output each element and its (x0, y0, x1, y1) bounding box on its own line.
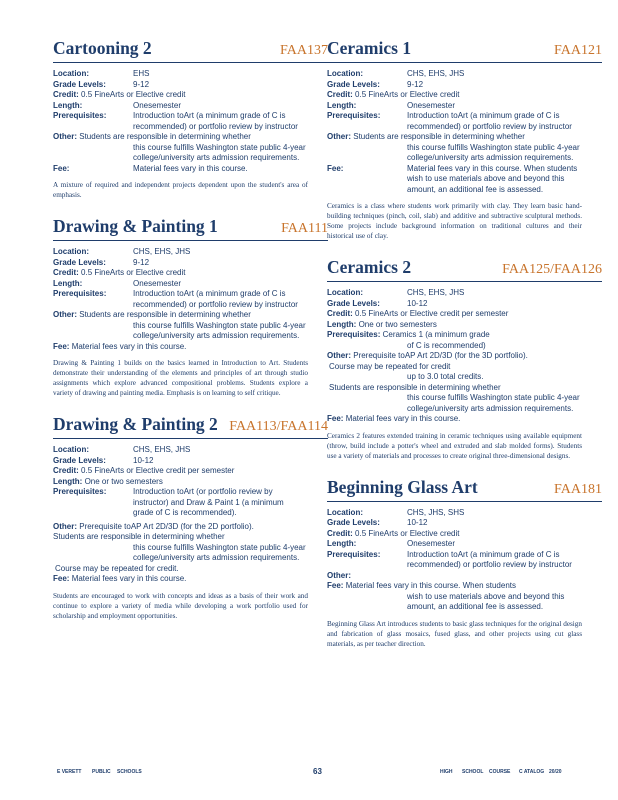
fee-value: Material fees vary in this course. When students (407, 163, 578, 173)
prereq-value: Introduction toArt (a minimum grade of C is (407, 549, 560, 559)
course-title: Ceramics 2 (327, 257, 412, 277)
divider (327, 281, 602, 282)
other-value-cont: college/university arts admission requirements. (407, 403, 574, 413)
length-value: One or two semesters (84, 476, 163, 486)
course-description: Ceramics 2 features extended training in ceramic techniques using available equipment (throw, build include a potter's wheel and extruded and slab molded forms). Students use a variety of materials and processes to create original three-dimensional designs. (327, 431, 582, 460)
grades-label: Grade Levels: (327, 79, 380, 89)
other-value-cont: Course may be repeated for credit. (55, 563, 179, 573)
grades-label: Grade Levels: (327, 298, 380, 308)
other-value-cont: this course fulfills Washington state public 4-year (133, 542, 306, 552)
course-ceramics-2 (327, 257, 602, 461)
other-value-cont: college/university arts admission requirements. (407, 153, 574, 162)
prereq-value-cont: recommended) or portfolio review by instructor (133, 299, 298, 309)
course-description: Ceramics is a class where students work primarily with clay. They learn basic hand-building techniques (pinch, coil, slab) and additive and subtractive sculptural methods. Some projects include background information on traditional cultures and their historical use of clay. (327, 202, 582, 240)
other-value-cont: college/university arts admission requirements. (133, 331, 300, 340)
other-label: Other: (327, 132, 351, 141)
fee-value-cont: amount, an additional fee is assessed. (407, 602, 544, 611)
right-column (327, 38, 602, 665)
fee-label: Fee: (327, 414, 344, 423)
other-value-cont: Students are responsible in determining whether (329, 382, 501, 392)
course-code: FAA137 (280, 43, 328, 58)
prereq-value-cont: recommended) or portfolio review by instructor (407, 560, 572, 569)
location-value: CHS, EHS, JHS (133, 445, 191, 454)
length-value: Onesemester (407, 539, 456, 548)
credit-value: 0.5 FineArts or Elective credit (81, 268, 186, 277)
course-code: FAA113/FAA114 (229, 419, 328, 434)
location-value: CHS, EHS, JHS (407, 288, 465, 297)
prereq-label: Prerequisites: (53, 487, 107, 496)
other-value: Students are responsible in determining whether (79, 310, 251, 319)
course-beginning-glass-art (327, 477, 602, 649)
course-header (327, 38, 602, 59)
credit-label: Credit: (53, 90, 79, 99)
credit-label: Credit: (327, 309, 353, 318)
other-value: Prerequisite toAP Art 2D/3D (for the 2D portfolio). (79, 521, 254, 531)
credit-label: Credit: (53, 466, 79, 475)
course-title: Cartooning 2 (53, 38, 152, 58)
prereq-value-cont: recommended) or portfolio review by instructor (133, 121, 298, 131)
fee-value: Material fees vary in this course. When students (345, 581, 516, 590)
course-header (327, 477, 602, 498)
course-drawing-painting-2 (53, 414, 328, 621)
other-label: Other: (327, 351, 351, 360)
credit-value: 0.5 FineArts or Elective credit per semester (81, 466, 235, 475)
course-code: FAA125/FAA126 (502, 262, 602, 277)
prereq-label: Prerequisites: (327, 549, 381, 559)
location-label: Location: (327, 69, 363, 78)
length-label: Length: (327, 539, 357, 548)
location-value: EHS (133, 69, 150, 78)
course-code: FAA111 (281, 221, 328, 236)
prereq-value-cont: recommended) or portfolio review by instructor (407, 121, 572, 131)
other-value-cont: this course fulfills Washington state public 4-year (407, 142, 580, 152)
prereq-value: Introduction toArt (or portfolio review by (133, 487, 273, 496)
credit-label: Credit: (327, 90, 353, 99)
credit-label: Credit: (53, 268, 79, 277)
grades-label: Grade Levels: (327, 518, 380, 527)
course-header (327, 257, 602, 278)
prereq-label: Prerequisites: (327, 330, 381, 339)
other-value-cont: this course fulfills Washington state public 4-year (133, 320, 306, 330)
other-value-cont: Course may be repeated for credit (329, 361, 451, 371)
other-value: Students are responsible in determining whether (353, 132, 525, 141)
course-code: FAA181 (554, 481, 602, 497)
location-label: Location: (327, 507, 363, 517)
location-label: Location: (53, 69, 89, 78)
other-label: Other: (53, 132, 77, 141)
grades-value: 9-12 (407, 79, 424, 89)
other-value-cont: this course fulfills Washington state public 4-year (133, 142, 306, 152)
other-value: Students are responsible in determining whether (79, 132, 251, 141)
divider (327, 62, 602, 63)
course-title: Ceramics 1 (327, 38, 412, 58)
prereq-value: Introduction toArt (a minimum grade of C is (133, 111, 286, 120)
fee-label: Fee: (327, 163, 344, 173)
prereq-value: Introduction toArt (a minimum grade of C is (407, 111, 560, 120)
page-footer (57, 767, 567, 777)
footer-text: HIGH (440, 769, 453, 775)
footer-text: C ATALOG (519, 769, 545, 775)
grades-label: Grade Levels: (53, 79, 106, 89)
length-label: Length: (53, 278, 83, 288)
prereq-value: Ceramics 1 (a minimum grade (382, 330, 490, 339)
other-label: Other: (327, 570, 351, 580)
credit-value: 0.5 FineArts or Elective credit (355, 90, 460, 99)
course-ceramics-1 (327, 38, 602, 241)
grades-label: Grade Levels: (53, 455, 106, 465)
page-number: 63 (313, 767, 322, 776)
divider (53, 62, 328, 63)
other-label: Other: (53, 521, 77, 531)
fee-label: Fee: (53, 341, 70, 351)
location-label: Location: (53, 247, 89, 256)
grades-value: 10-12 (407, 298, 428, 308)
course-code: FAA121 (554, 43, 602, 58)
prereq-label: Prerequisites: (327, 111, 381, 120)
footer-text: 20/20 (549, 769, 562, 775)
footer-text: COURSE (489, 769, 511, 775)
prereq-label: Prerequisites: (53, 289, 107, 298)
fee-label: Fee: (327, 581, 344, 590)
divider (53, 438, 328, 439)
footer-text: PUBLIC (92, 769, 111, 775)
other-label: Other: (53, 310, 77, 319)
footer-text: SCHOOL (462, 769, 484, 775)
course-title: Drawing & Painting 1 (53, 216, 218, 236)
fee-label: Fee: (53, 163, 70, 173)
other-value-cont: up to 3.0 total credits. (407, 372, 484, 381)
credit-value: 0.5 FineArts or Elective credit (81, 90, 186, 99)
fee-value: Material fees vary in this course. (133, 163, 248, 173)
course-cartooning-2 (53, 38, 328, 200)
location-label: Location: (327, 288, 363, 297)
prereq-value-cont: of C is recommended) (407, 340, 486, 350)
other-value-cont: this course fulfills Washington state public 4-year (407, 393, 580, 402)
fee-value: Material fees vary in this course. (71, 574, 187, 583)
location-value: CHS, EHS, JHS (133, 247, 191, 256)
fee-label: Fee: (53, 574, 70, 583)
footer-text: E VERETT (57, 769, 82, 775)
other-value-cont: college/university arts admission requirements. (133, 553, 300, 562)
grades-value: 9-12 (133, 79, 150, 89)
other-value-cont: Students are responsible in determining whether (53, 532, 225, 541)
length-label: Length: (327, 100, 357, 110)
course-header (53, 38, 328, 59)
credit-label: Credit: (327, 528, 353, 538)
grades-value: 10-12 (133, 455, 154, 465)
divider (53, 240, 328, 241)
prereq-label: Prerequisites: (53, 111, 107, 120)
fee-value-cont: wish to use materials above and beyond this (407, 174, 565, 183)
course-description: Drawing & Painting 1 builds on the basics learned in Introduction to Art. Students demonstrate their understanding of the elements and principles of art through studio assignments which explore advanced compositional problems. Students explore a variety of drawing and painting media. Emphasis is on learning to self critique. (53, 359, 308, 397)
length-value: One or two semesters (358, 319, 437, 329)
grades-value: 10-12 (407, 518, 428, 527)
course-description: A mixture of required and independent projects dependent upon the student's area of emphasis. (53, 181, 308, 199)
length-label: Length: (53, 100, 83, 110)
fee-value-cont: wish to use materials above and beyond this (407, 591, 565, 601)
fee-value: Material fees vary in this course. (345, 414, 461, 423)
grades-value: 9-12 (133, 257, 150, 267)
other-value: Prerequisite toAP Art 2D/3D (for the 3D portfolio). (353, 351, 528, 360)
length-value: Onesemester (407, 100, 456, 110)
course-description: Students are encouraged to work with concepts and ideas as a basis of their work and continue to explore a variety of media while developing a work portfolio used for scholarship and employment opportunities. (53, 591, 308, 620)
location-value: CHS, JHS, SHS (407, 507, 465, 517)
course-title: Beginning Glass Art (327, 476, 478, 497)
course-title: Drawing & Painting 2 (53, 414, 218, 434)
location-value: CHS, EHS, JHS (407, 69, 465, 78)
footer-text: SCHOOLS (117, 769, 142, 775)
credit-value: 0.5 FineArts or Elective credit per semester (355, 309, 509, 318)
grades-label: Grade Levels: (53, 257, 106, 267)
length-value: Onesemester (133, 278, 182, 288)
fee-value-cont: amount, an additional fee is assessed. (407, 184, 544, 194)
location-label: Location: (53, 445, 89, 454)
prereq-value-cont: grade of C is recommended). (133, 508, 237, 517)
course-header (53, 216, 328, 237)
prereq-value: Introduction toArt (a minimum grade of C is (133, 289, 286, 298)
length-value: Onesemester (133, 100, 182, 110)
left-column (53, 38, 328, 637)
course-drawing-painting-1 (53, 216, 328, 398)
length-label: Length: (327, 319, 357, 329)
credit-value: 0.5 FineArts or Elective credit (355, 528, 460, 538)
course-header (53, 414, 328, 435)
other-value-cont: college/university arts admission requirements. (133, 153, 300, 162)
fee-value: Material fees vary in this course. (71, 341, 187, 351)
course-description: Beginning Glass Art introduces students to basic glass techniques for the original design and fabrication of glass mosaics, fused glass, and other projects using cut glass materials, as per teacher direction. (327, 619, 582, 648)
prereq-value-cont: instructor) and Draw & Paint 1 (a minimum (133, 497, 284, 507)
divider (327, 501, 602, 502)
length-label: Length: (53, 476, 83, 486)
